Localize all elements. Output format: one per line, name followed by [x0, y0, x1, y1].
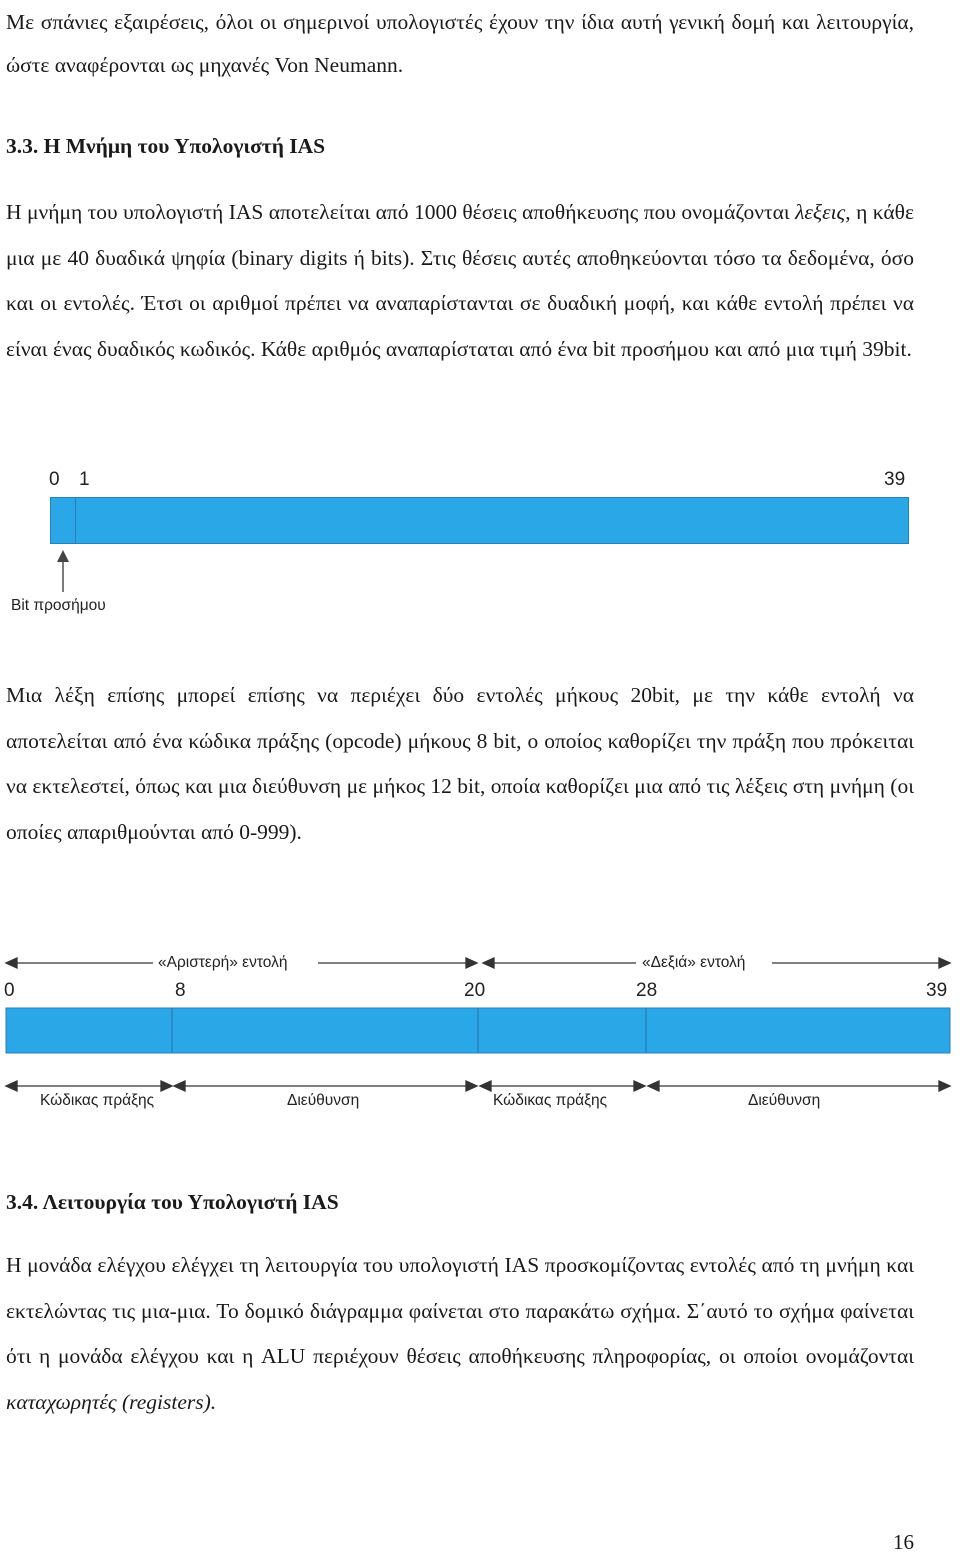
- intro-text: Με σπάνιες εξαιρέσεις, όλοι οι σημερινοί υπολογιστές έχουν την ίδια αυτή γενική δομή και λειτουργία, ώστε αναφέρονται ως μηχανές Von Neumann.: [6, 10, 914, 77]
- memory-text-italic: λεξεις: [795, 200, 846, 224]
- memory-text-start: Η μνήμη του υπολογιστή IAS αποτελείται από 1000 θέσεις αποθήκευσης που ονομάζονται: [6, 200, 796, 224]
- tick-39: 39: [926, 980, 948, 1001]
- sign-bit-caption: Bit προσήμου: [11, 597, 106, 614]
- section-heading-3-3: 3.3. Η Μνήμη του Υπολογιστή IAS: [6, 134, 326, 158]
- address-right-label: Διεύθυνση: [748, 1092, 821, 1109]
- right-instruction-label: «Δεξιά» εντολή: [642, 954, 746, 971]
- operation-text-italic: καταχωρητές (registers).: [6, 1389, 217, 1414]
- operation-text: Η μονάδα ελέγχου ελέγχει τη λειτουργία του υπολογιστή IAS προσκομίζοντας εντολές από τη μνήμη και εκτελώντας τις μια-μια. Το δομικό διάγραμμα φαίνεται στο παρακάτω σχήμα. Σ΄αυτό το σχήμα φαίνεται ότι η μονάδα ελέγχου και η ALU περιέχουν θέσεις αποθήκευσης πληροφορίας, οι οποίοι ονομάζονται: [6, 1253, 914, 1368]
- tick-28: 28: [636, 980, 658, 1001]
- page-number: 16: [893, 1530, 914, 1554]
- memory-text-end: , η κάθε μια με 40 δυαδικά ψηφία (binary digits ή bits). Στις θέσεις αυτές αποθηκεύονται τόσο τα δεδομένα, όσο και οι εντολές. Έτσι οι αριθμοί πρέπει να αναπαρίστανται σε δυαδική μοφή, και κάθε εντολή πρέπει να είναι ένας δυαδικός κωδικός. Κάθε αριθμός αναπαρίσταται από ένα bit προσήμου και από μια τιμή 39bit.: [6, 200, 914, 361]
- operation-paragraph: [6, 1243, 914, 1425]
- bit-1-label: 1: [79, 469, 90, 490]
- left-instruction-label: «Αριστερή» εντολή: [158, 954, 288, 971]
- section-heading-3-4: 3.4. Λειτουργία του Υπολογιστή IAS: [6, 1190, 339, 1214]
- tick-0: 0: [4, 980, 15, 1001]
- opcode-right-label: Κώδικας πράξης: [493, 1092, 608, 1109]
- tick-20: 20: [464, 980, 486, 1001]
- bit-0-label: 0: [49, 469, 60, 490]
- address-left-label: Διεύθυνση: [287, 1092, 360, 1109]
- opcode-left-label: Κώδικας πράξης: [40, 1092, 155, 1109]
- tick-8: 8: [175, 980, 186, 1001]
- instruction-text: Μια λέξη επίσης μπορεί επίσης να περιέχει δύο εντολές μήκους 20bit, με την κάθε εντολή να αποτελείται από ένα κώδικα πράξης (opcode) μήκους 8 bit, ο οποίος καθορίζει την πράξη που πρόκειται να εκτελεστεί, όπως και μια διεύθυνση με μήκος 12 bit, οποία καθορίζει μια από τις λέξεις στη μνήμη (οι οποίες απαριθμούνται από 0-999).: [6, 683, 914, 844]
- bit-39-label: 39: [884, 469, 906, 490]
